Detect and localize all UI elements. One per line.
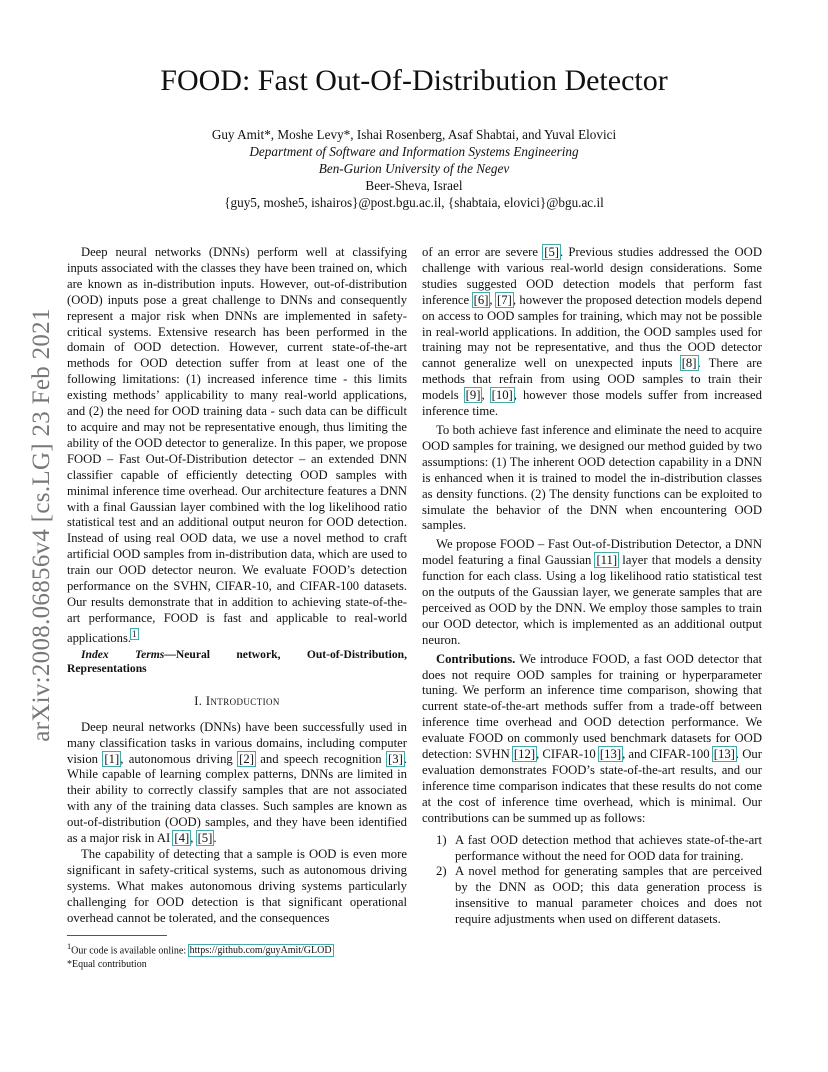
intro-paragraph-2: The capability of detecting that a sample is OOD is even more significant in safety-critical systems, such as autonomous driving systems. What makes autonomous driving systems particularly challenging for OOD detection is that significant operational overhead cannot be tolerated, and the consequences xyxy=(67,847,407,925)
citation-link[interactable]: [5] xyxy=(544,245,560,259)
intro-paragraph-1: Deep neural networks (DNNs) have been successfully used in many classification tasks in various domains, including computer vision [1], autonomous driving [2] and speech recognition [3]. While capable of learning complex patterns, DNNs are limited in their ability to correctly classify samples that are not associated with any of the training data classes. Such samples are known as out-of-distribution (OOD) samples, and they have been identified as a major risk in AI [4], [5]. xyxy=(67,719,407,846)
arxiv-id-text: arXiv:2008.06856v4 [cs.LG] 23 Feb 2021 xyxy=(28,308,56,742)
citation-link[interactable]: [13] xyxy=(713,747,735,762)
emails: {guy5, moshe5, ishairos}@post.bgu.ac.il, {shabtaia, elovici}@bgu.ac.il xyxy=(224,195,604,210)
citation-link[interactable]: [11] xyxy=(596,553,618,568)
author-block xyxy=(0,126,828,211)
index-terms-text: —Neural network, Out-of-Distribution, Representations xyxy=(67,647,407,675)
list-item: 2) A novel method for generating samples that are perceived by the DNN as OOD; this data generation process is insensitive to manual parameter choices and does not require adjustments when used on different datasets. xyxy=(436,864,762,927)
footnotes xyxy=(67,940,407,972)
citation-link[interactable]: [10] xyxy=(491,388,513,403)
section-heading-introduction: I. Introduction xyxy=(194,693,280,708)
citation-link[interactable]: [12] xyxy=(513,747,536,762)
citation-link[interactable]: [5] xyxy=(197,831,213,846)
intro-paragraph-2-cont: of an error are severe [5]. Previous studies addressed the OOD challenge with various real-world design considerations. Some studies suggested OOD detection models that perform fast inference [6], [7], however the proposed detection models depend on access to OOD samples for training, which may not be possible in real-world applications. In addition, the OOD samples used for training may not be representative, and thus the OOD detector cannot generalize well on unexpected inputs [8]. There are methods that refrain from using OOD samples to train their models [9], [10], however those models suffer from increased inference time. xyxy=(422,245,762,419)
abstract-text: Deep neural networks (DNNs) perform well at classifying inputs associated with the classes they have been trained on, which are known as in-distribution inputs. However, out-of-distribution (OOD) inputs pose a great challenge to DNNs and consequently represent a major risk when DNNs are implemented in safety-critical systems. Extensive research has been performed in the domain of OOD detection. However, current state-of-the-art methods for OOD detection suffer from at least one of the following limitations: (1) increased inference time - this limits existing methods’ applicability to many real-world applications, and (2) the need for OOD training data - such data can be difficult to acquire and may not be representative enough, thus limiting the ability of the OOD detector to generalize. In this paper, we propose FOOD – Fast Out-Of-Distribution detector – an extended DNN classifier capable of efficiently detecting OOD samples with minimal inference time overhead. Our architecture features a DNN with a final Gaussian layer combined with the log likelihood ratio statistical test and an additional output neuron for OOD detection. Instead of using real OOD data, we use a novel method to craft artificial OOD samples from in-distribution data, which are used to train our OOD detector neuron. We evaluate FOOD’s detection performance on the SVHN, CIFAR-10, and CIFAR-100 datasets. Our results demonstrate that in addition to achieving state-of-the-art performance, FOOD is fast and applicable to real-world applications.$^1$ xyxy=(67,245,407,645)
index-terms xyxy=(67,648,407,676)
arxiv-identifier xyxy=(22,290,62,760)
paper-title: FOOD: Fast Out-Of-Distribution Detector xyxy=(160,64,668,97)
list-item: 1) A fast OOD detection method that achieves state-of-the-art performance without the need for OOD data for training. xyxy=(436,832,762,863)
footnote-divider xyxy=(67,935,167,936)
authors: Guy Amit*, Moshe Levy*, Ishai Rosenberg, Asaf Shabtai, and Yuval Elovici xyxy=(211,127,617,142)
citation-link[interactable]: [13] xyxy=(599,747,622,762)
contributions-list xyxy=(422,833,762,928)
citation-link[interactable]: [3] xyxy=(388,751,403,766)
left-column xyxy=(67,245,407,927)
affiliation-univ: Ben-Gurion University of the Negev xyxy=(318,161,510,176)
citation-link[interactable]: [6] xyxy=(473,292,489,307)
index-terms-label: Index Terms xyxy=(81,647,165,661)
right-column xyxy=(422,245,762,928)
contributions-lead: Contributions. xyxy=(436,651,516,666)
citation-link[interactable]: [2] xyxy=(239,751,254,766)
code-link[interactable]: https://github.com/guyAmit/GLOD xyxy=(189,945,332,957)
intro-paragraph-4: We propose FOOD – Fast Out-of-Distribution Detector, a DNN model featuring a final Gaussian [11] layer that models a density function for each class. Using a log likelihood ratio statistical test on the outputs of the Gaussian layer, we generate samples that are perceived as OOD by the DNN. We employ those samples to train our OOD detector, which is implemented as an additional output neuron. xyxy=(422,537,762,647)
footnote-1: $^1$Our code is available online: https://github.com/guyAmit/GLOD xyxy=(67,942,332,957)
citation-link[interactable]: [8] xyxy=(681,356,697,371)
citation-link[interactable]: [7] xyxy=(497,292,512,307)
intro-paragraph-3: To both achieve fast inference and eliminate the need to acquire OOD samples for training, we designed our method guided by two assumptions: (1) The inherent OOD detection capability in a DNN is enhanced when it is trained to model the in-distribution classes as density functions. (2) The density functions can be exploited to simulate the behavior of the DNN when encountering OOD samples. xyxy=(422,422,762,533)
location: Beer-Sheva, Israel xyxy=(365,178,463,193)
affiliation-dept: Department of Software and Information Systems Engineering xyxy=(249,144,579,159)
citation-link[interactable]: [4] xyxy=(174,831,190,846)
citation-link[interactable]: [9] xyxy=(465,388,481,403)
abstract xyxy=(67,245,407,647)
citation-link[interactable]: [1] xyxy=(104,751,120,766)
contributions-paragraph: Contributions. We introduce FOOD, a fast OOD detector that does not require OOD samples for training or hyperparameter tuning. We perform an inference time comparison, showing that current state-of-the-art methods suffer from a trade-off between inference time overhead and OOD detection performance. We evaluate FOOD on commonly used benchmark datasets for OOD detection: SVHN [12], CIFAR-10 [13], and CIFAR-100 [13]. Our evaluation demonstrates FOOD’s state-of-the-art results, and our inference time comparison indicates that these results do not come at the cost of inference time overhead, which is minimal. Our contributions can be summed up as follows: xyxy=(422,651,762,825)
footnote-2: *Equal contribution xyxy=(67,959,147,971)
footnote-1-ref[interactable]: 1 xyxy=(132,628,137,639)
